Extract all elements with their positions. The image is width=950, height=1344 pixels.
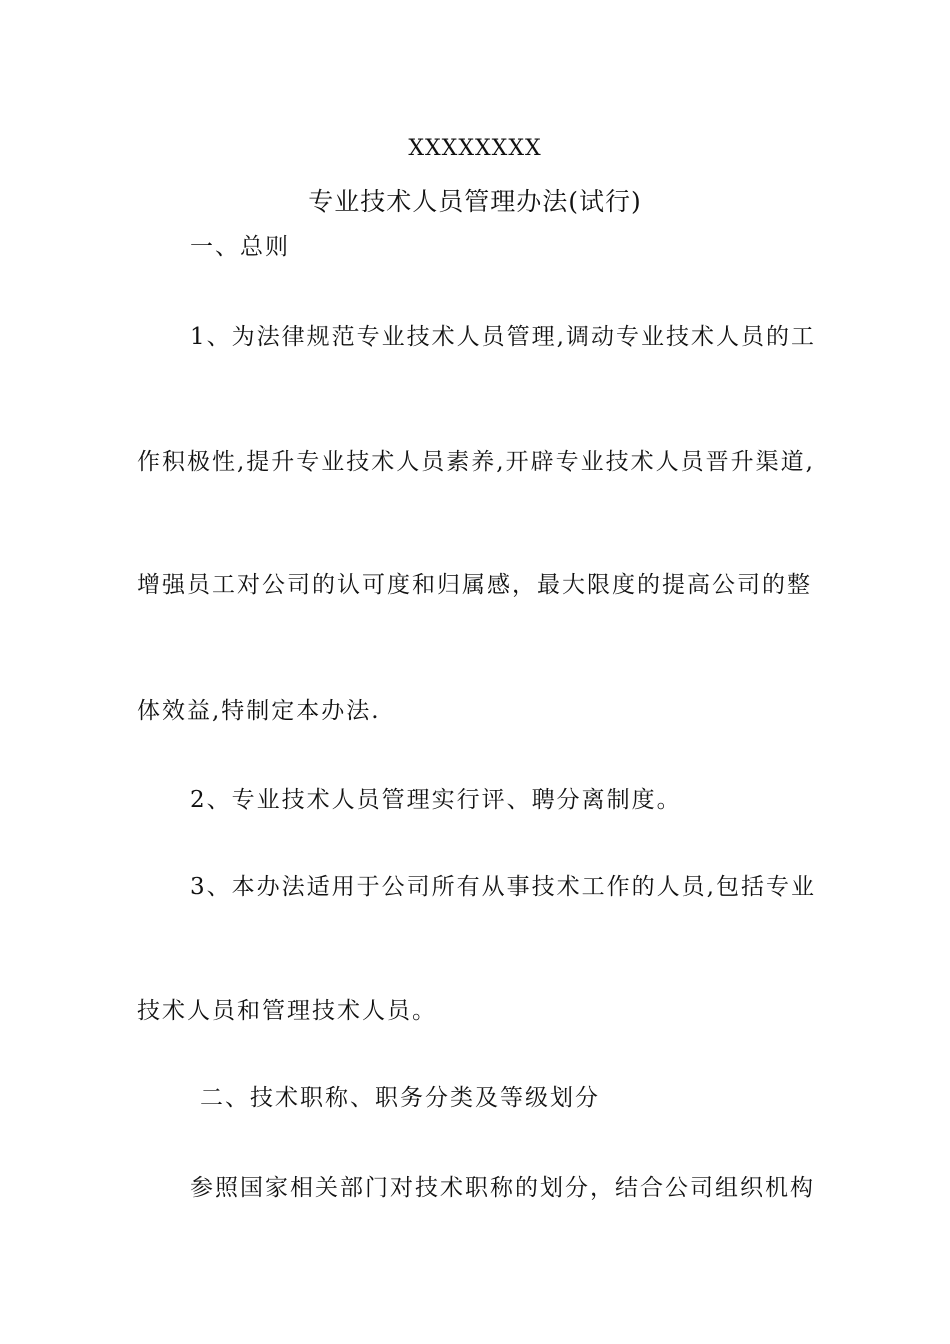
paragraph-line: 1、为法律规范专业技术人员管理,调动专业技术人员的工 xyxy=(190,324,816,350)
paragraph-line: 参照国家相关部门对技术职称的划分，结合公司组织机构 xyxy=(190,1175,815,1201)
section-heading-classification: 二、技术职称、职务分类及等级划分 xyxy=(200,1085,600,1111)
section-heading-general: 一、总则 xyxy=(190,234,290,260)
paragraph-line: 作积极性,提升专业技术人员素养,开辟专业技术人员晋升渠道, xyxy=(137,449,815,475)
paragraph-line: 2、专业技术人员管理实行评、聘分离制度。 xyxy=(190,787,682,813)
paragraph-line: 3、本办法适用于公司所有从事技术工作的人员,包括专业 xyxy=(190,874,816,900)
document-code: XXXXXXXX xyxy=(408,136,542,161)
paragraph-line: 体效益,特制定本办法. xyxy=(137,698,381,724)
paragraph-line: 技术人员和管理技术人员。 xyxy=(137,998,437,1024)
document-title: 专业技术人员管理办法(试行) xyxy=(308,187,642,216)
paragraph-line: 增强员工对公司的认可度和归属感，最大限度的提高公司的整 xyxy=(137,572,812,598)
